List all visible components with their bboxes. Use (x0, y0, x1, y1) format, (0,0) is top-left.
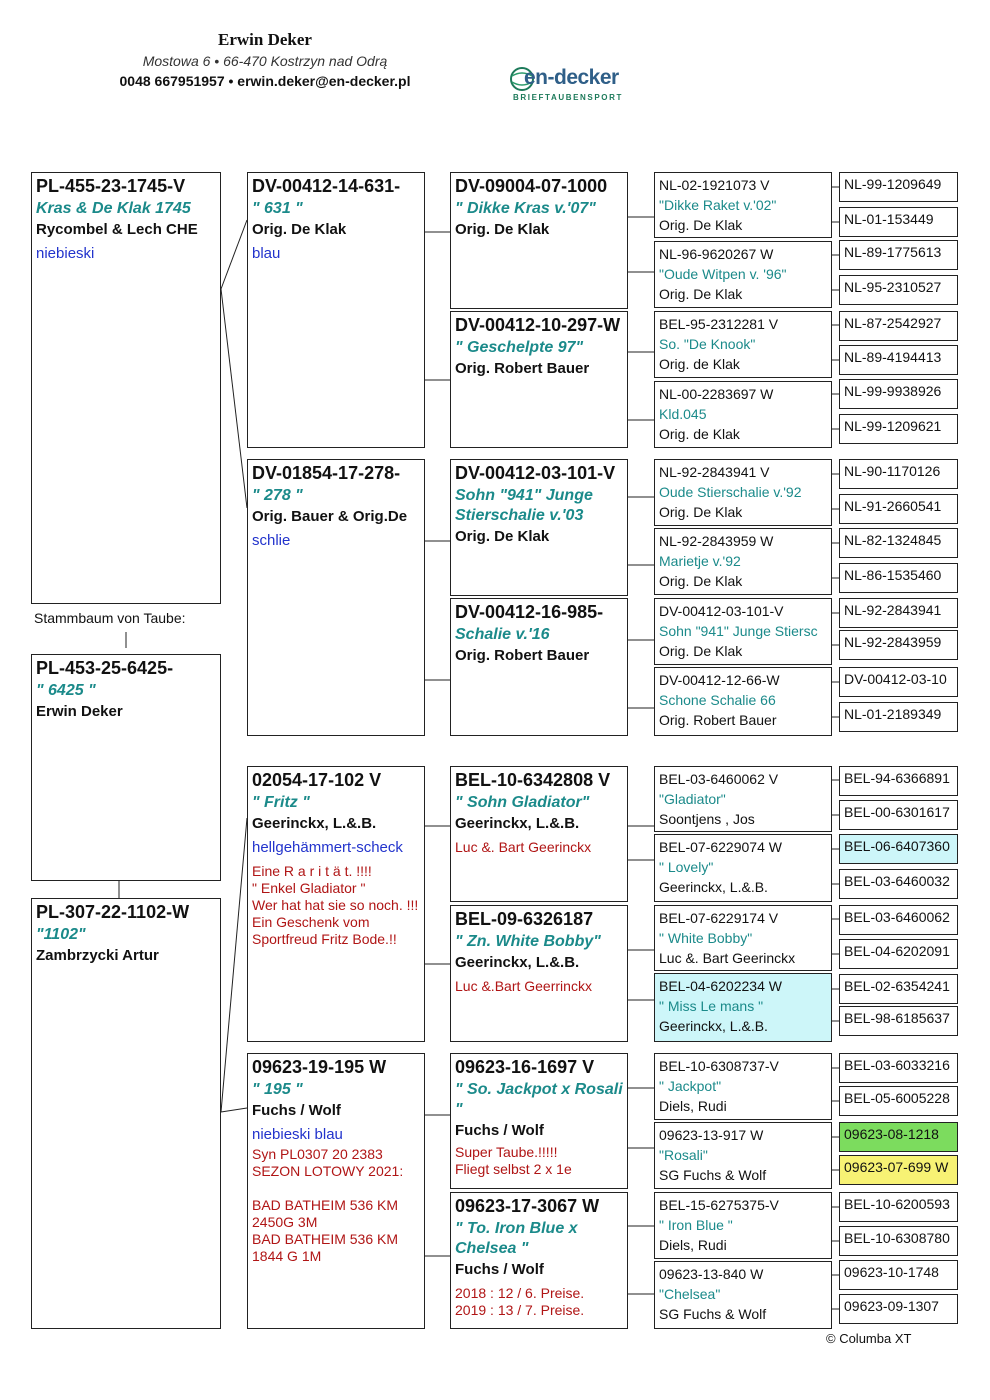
g3-name: Sohn "941" Junge Stiersc (659, 623, 818, 639)
g4-ring[interactable]: BEL-03-6033216 (839, 1053, 958, 1083)
g4-ring[interactable]: BEL-05-6005228 (839, 1086, 958, 1116)
ggp-name: " To. Iron Blue x Chelsea " (455, 1220, 578, 1257)
ggp-card[interactable] (450, 766, 628, 902)
g3-owner: SG Fuchs & Wolf (659, 1306, 767, 1322)
ggp-ring: DV-00412-03-101-V (455, 463, 616, 483)
gp-ring: DV-01854-17-278- (252, 463, 401, 483)
logo-text: en-decker (524, 66, 619, 89)
g3-ring: 09623-13-917 W (659, 1127, 764, 1143)
ggp-note: Super Taube.!!!!! (455, 1144, 558, 1160)
gp-note: Ein Geschenk vom Sportfreud Fritz Bode.!! (252, 914, 397, 947)
g3-card[interactable] (654, 528, 832, 595)
g3-owner: Diels, Rudi (659, 1237, 727, 1253)
ggp-ring: 09623-17-3067 W (455, 1196, 600, 1216)
ggp-name: " Dikke Kras v.'07" (455, 200, 596, 217)
g4-ring[interactable]: NL-82-1324845 (839, 528, 958, 558)
g4-ring[interactable]: NL-89-1775613 (839, 240, 958, 270)
ggp-name: " So. Jackpot x Rosali " (455, 1081, 623, 1118)
g4-ring[interactable]: NL-99-1209621 (839, 414, 958, 444)
gp-name: " 278 " (252, 487, 303, 504)
ggp-note: Luc &. Bart Geerinckx (455, 839, 592, 855)
father-card[interactable] (31, 172, 221, 604)
g4-ring[interactable]: BEL-00-6301617 (839, 800, 958, 830)
g3-ring: DV-00412-12-66-W (659, 672, 780, 688)
g3-ring: NL-92-2843941 V (659, 464, 770, 480)
ggp-owner: Orig. De Klak (455, 528, 550, 545)
g3-card[interactable] (654, 598, 832, 665)
gp-color: blau (252, 245, 281, 262)
g3-owner: Orig. de Klak (659, 426, 740, 442)
g4-ring[interactable]: NL-86-1535460 (839, 563, 958, 593)
ggp-owner: Orig. Robert Bauer (455, 647, 590, 664)
gp-note (252, 1180, 420, 1197)
g4-ring[interactable]: NL-99-1209649 (839, 172, 958, 202)
g3-card[interactable] (654, 311, 832, 378)
g3-owner: Geerinckx, L.&.B. (659, 879, 768, 895)
g3-owner: Soontjens , Jos (659, 811, 755, 827)
father-color: niebieski (36, 245, 95, 262)
gp-name: " Fritz " (252, 794, 310, 811)
breeder-contact: 0048 667951957 • erwin.deker@en-decker.pl (119, 73, 411, 89)
g4-ring[interactable]: BEL-03-6460032 (839, 869, 958, 899)
gp-owner: Geerinckx, L.&.B. (252, 815, 377, 832)
g3-card[interactable] (654, 905, 832, 971)
g3-owner: Geerinckx, L.&.B. (659, 1018, 768, 1034)
g4-ring[interactable]: NL-01-2189349 (839, 702, 958, 732)
g4-ring[interactable]: BEL-03-6460062 (839, 905, 958, 935)
g4-ring[interactable]: 09623-10-1748 (839, 1260, 958, 1290)
gp-owner: Orig. De Klak (252, 221, 347, 238)
g4-ring[interactable]: NL-87-2542927 (839, 311, 958, 341)
ggp-name: Schalie v.'16 (455, 626, 550, 643)
ggp-owner: Fuchs / Wolf (455, 1261, 544, 1278)
g3-ring: NL-96-9620267 W (659, 246, 774, 262)
ggp-note: Fliegt selbst 2 x 1e (455, 1161, 572, 1177)
g4-ring[interactable]: NL-99-9938926 (839, 379, 958, 409)
gp-name: " 195 " (252, 1081, 303, 1098)
ggp-owner: Fuchs / Wolf (455, 1122, 544, 1139)
logo-subtitle: BRIEFTAUBENSPORT (513, 93, 623, 102)
mother-ring: PL-307-22-1102-W (36, 902, 190, 922)
gp-note: " Enkel Gladiator " (252, 880, 366, 896)
g4-ring[interactable]: BEL-10-6200593 (839, 1192, 958, 1222)
ggp-ring: BEL-09-6326187 (455, 909, 594, 929)
ggp-ring: DV-00412-16-985- (455, 602, 604, 622)
grandparent-card[interactable] (247, 1053, 425, 1329)
gp-owner: Orig. Bauer & Orig.De (252, 508, 408, 525)
g3-name: " Lovely" (659, 859, 714, 875)
g3-owner: Orig. De Klak (659, 643, 743, 659)
g3-owner: Orig. De Klak (659, 504, 743, 520)
ggp-card[interactable] (450, 1053, 628, 1189)
gp-note: BAD BATHEIM 536 KM (252, 1231, 399, 1247)
g4-ring[interactable]: NL-92-2843959 (839, 630, 958, 660)
ggp-card[interactable] (450, 172, 628, 309)
g3-ring: NL-92-2843959 W (659, 533, 774, 549)
ggp-ring: 09623-16-1697 V (455, 1057, 595, 1077)
gp-ring: 09623-19-195 W (252, 1057, 387, 1077)
g3-card[interactable] (654, 766, 832, 832)
g4-ring[interactable]: BEL-98-6185637 (839, 1006, 958, 1036)
g3-ring: BEL-10-6308737-V (659, 1058, 779, 1074)
father-owner: Rycombel & Lech CHE (36, 221, 198, 238)
g3-ring: NL-02-1921073 V (659, 177, 770, 193)
ggp-ring: DV-00412-10-297-W (455, 315, 621, 335)
g3-card[interactable] (654, 1053, 832, 1120)
g3-ring: DV-00412-03-101-V (659, 603, 784, 619)
g3-ring: BEL-07-6229174 V (659, 910, 779, 926)
g4-ring[interactable]: NL-92-2843941 (839, 598, 958, 628)
ggp-card[interactable] (450, 459, 628, 596)
gp-ring: 02054-17-102 V (252, 770, 382, 790)
g3-name: Oude Stierschalie v.'92 (659, 484, 802, 500)
g3-owner: Orig. de Klak (659, 356, 740, 372)
ggp-card[interactable] (450, 598, 628, 736)
g4-ring[interactable]: NL-01-153449 (839, 207, 958, 237)
g3-name: " Iron Blue " (659, 1217, 733, 1233)
gp-note: Syn PL0307 20 2383 (252, 1146, 383, 1162)
breeder-name: Erwin Deker (218, 30, 312, 49)
g3-name: "Oude Witpen v. '96" (659, 266, 787, 282)
mother-name: "1102" (36, 926, 86, 943)
g3-name: "Rosali" (659, 1147, 708, 1163)
g4-ring[interactable]: DV-00412-03-10 (839, 667, 958, 697)
ggp-note: 2019 : 13 / 7. Preise. (455, 1302, 585, 1318)
g3-card[interactable] (654, 667, 832, 736)
grandparent-card[interactable] (247, 766, 425, 1042)
g3-card[interactable] (654, 241, 832, 308)
ggp-name: Sohn "941" Junge Stierschalie v.'03 (455, 487, 593, 524)
g3-owner: Orig. De Klak (659, 573, 743, 589)
gp-note: Eine R a r i t ä t. !!!! (252, 863, 372, 879)
g3-card[interactable] (654, 459, 832, 526)
gp-color: schlie (252, 532, 291, 549)
gp-note: 1844 G 1M (252, 1248, 322, 1264)
subject-ring: PL-453-25-6425- (36, 658, 174, 678)
g3-ring: BEL-15-6275375-V (659, 1197, 779, 1213)
ggp-card[interactable] (450, 311, 628, 448)
g3-name: Marietje v.'92 (659, 553, 741, 569)
g3-owner: Orig. De Klak (659, 286, 743, 302)
father-name: Kras & De Klak 1745 (36, 200, 191, 217)
g4-ring[interactable]: NL-95-2310527 (839, 275, 958, 305)
ggp-owner: Geerinckx, L.&.B. (455, 815, 580, 832)
gp-color: hellgehämmert-scheck (252, 839, 403, 856)
gp-note: Wer hat hat sie so noch. !!! (252, 897, 419, 913)
subject-owner: Erwin Deker (36, 703, 123, 720)
ggp-owner: Geerinckx, L.&.B. (455, 954, 580, 971)
ggp-owner: Orig. De Klak (455, 221, 550, 238)
grandparent-card[interactable] (247, 172, 425, 448)
g4-ring[interactable]: NL-89-4194413 (839, 345, 958, 375)
g3-card[interactable] (654, 1261, 832, 1329)
g3-name: " Miss Le mans " (659, 998, 764, 1014)
g4-ring[interactable]: 09623-08-1218 (839, 1122, 958, 1152)
gp-note: 2450G 3M (252, 1214, 318, 1230)
g3-name: " Jackpot" (659, 1078, 722, 1094)
ggp-ring: BEL-10-6342808 V (455, 770, 611, 790)
g4-ring[interactable]: 09623-09-1307 (839, 1294, 958, 1324)
g4-ring[interactable]: BEL-04-6202091 (839, 939, 958, 969)
gp-name: " 631 " (252, 200, 303, 217)
g3-ring: BEL-07-6229074 W (659, 839, 782, 855)
g3-ring: BEL-04-6202234 W (659, 978, 782, 994)
subject-name: " 6425 " (36, 682, 96, 699)
gp-note: BAD BATHEIM 536 KM (252, 1197, 399, 1213)
g3-card[interactable] (654, 1122, 832, 1189)
subject-card[interactable] (31, 654, 221, 881)
gp-ring: DV-00412-14-631- (252, 176, 401, 196)
g3-name: Kld.045 (659, 406, 707, 422)
mother-card[interactable] (31, 898, 221, 1329)
ggp-ring: DV-09004-07-1000 (455, 176, 608, 196)
g3-card[interactable] (654, 1192, 832, 1259)
g3-ring: 09623-13-840 W (659, 1266, 764, 1282)
ggp-note: 2018 : 12 / 6. Preise. (455, 1285, 585, 1301)
g3-name: "Chelsea" (659, 1286, 721, 1302)
g4-ring[interactable]: NL-90-1170126 (839, 459, 958, 489)
ggp-note: Luc &.Bart Geerrinckx (455, 978, 592, 994)
g4-ring[interactable]: BEL-06-6407360 (839, 834, 958, 864)
breeder-address: Mostowa 6 • 66-470 Kostrzyn nad Odrą (142, 53, 388, 69)
g3-name: So. "De Knook" (659, 336, 756, 352)
ggp-name: " Zn. White Bobby" (455, 933, 601, 950)
ggp-card[interactable] (450, 905, 628, 1042)
g3-ring: BEL-03-6460062 V (659, 771, 779, 787)
mother-owner: Zambrzycki Artur (36, 947, 159, 964)
grandparent-card[interactable] (247, 459, 425, 736)
ggp-name: " Geschelpte 97" (455, 339, 584, 356)
g4-ring[interactable]: BEL-02-6354241 (839, 974, 958, 1004)
g3-name: "Gladiator" (659, 791, 726, 807)
g3-owner: Luc &. Bart Geerinckx (659, 950, 796, 966)
g4-ring[interactable]: 09623-07-699 W (839, 1155, 958, 1185)
ggp-card[interactable] (450, 1192, 628, 1329)
gp-color: niebieski blau (252, 1126, 343, 1143)
pedigree-label: Stammbaum von Taube: (34, 610, 186, 626)
g3-owner: Orig. Robert Bauer (659, 712, 777, 728)
footer-copyright: © Columba XT (826, 1331, 912, 1346)
gp-note: SEZON LOTOWY 2021: (252, 1163, 404, 1179)
g4-ring[interactable]: BEL-94-6366891 (839, 766, 958, 796)
father-ring: PL-455-23-1745-V (36, 176, 186, 196)
g3-name: " White Bobby" (659, 930, 753, 946)
g3-ring: BEL-95-2312281 V (659, 316, 779, 332)
g3-owner: Orig. De Klak (659, 217, 743, 233)
g3-owner: Diels, Rudi (659, 1098, 727, 1114)
g3-name: "Dikke Raket v.'02" (659, 197, 777, 213)
gp-owner: Fuchs / Wolf (252, 1102, 341, 1119)
g3-card[interactable] (654, 973, 832, 1042)
g3-name: Schone Schalie 66 (659, 692, 776, 708)
g3-ring: NL-00-2283697 W (659, 386, 774, 402)
ggp-name: " Sohn Gladiator" (455, 794, 590, 811)
g3-owner: SG Fuchs & Wolf (659, 1167, 767, 1183)
g4-ring[interactable]: NL-91-2660541 (839, 494, 958, 524)
g3-card[interactable] (654, 834, 832, 902)
ggp-owner: Orig. Robert Bauer (455, 360, 590, 377)
g4-ring[interactable]: BEL-10-6308780 (839, 1226, 958, 1256)
g3-card[interactable] (654, 172, 832, 238)
g3-card[interactable] (654, 381, 832, 448)
